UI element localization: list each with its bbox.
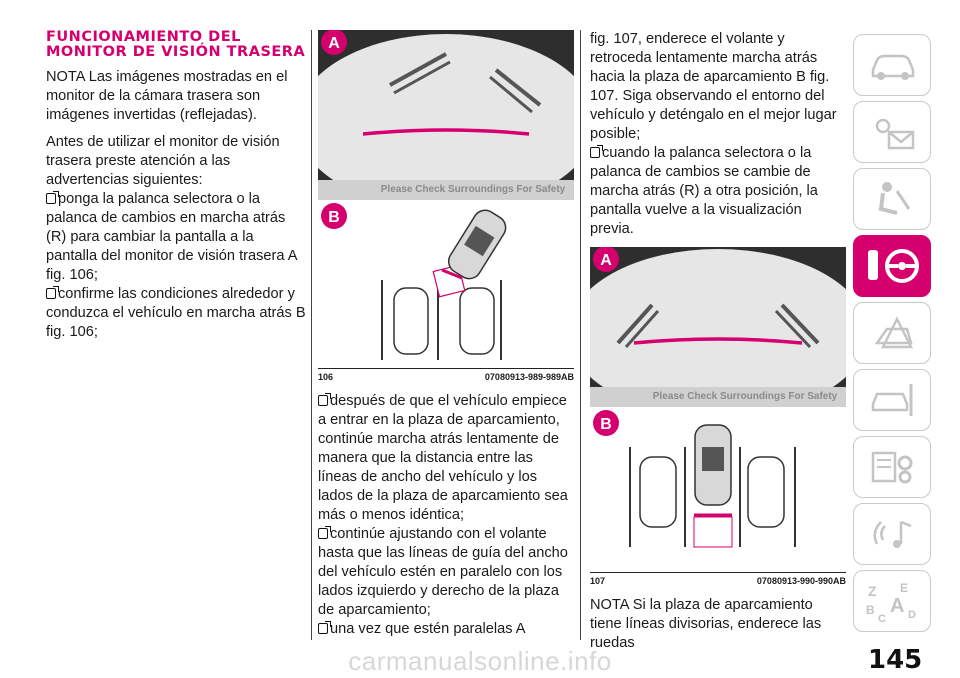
settings-list-icon[interactable]	[853, 436, 931, 498]
watermark: carmanualsonline.info	[348, 646, 612, 676]
figure-107	[590, 247, 846, 586]
bullet-icon	[318, 395, 328, 406]
bullet-text: cuando la palanca selectora o la palanca de cambios se cambie de marcha atrás (R) a otra posición, la pantalla vuelve a la visualización previa.	[590, 145, 818, 237]
svg-text:Z: Z	[868, 583, 877, 599]
bullet-item	[590, 144, 846, 239]
rear-camera-illustration	[590, 247, 846, 567]
bullet-item	[46, 190, 306, 285]
bullet-icon	[46, 288, 56, 299]
column-2	[318, 30, 574, 647]
marker-a: A	[600, 252, 612, 269]
bullet-icon	[590, 147, 600, 158]
screen-warning-text: Please Check Surroundings For Safety	[380, 184, 566, 195]
warning-lights-icon[interactable]	[853, 101, 931, 163]
seat-airbag-icon[interactable]	[853, 168, 931, 230]
bullet-icon	[46, 193, 56, 204]
key-steering-wheel-icon[interactable]	[853, 235, 931, 297]
bullet-text: ponga la palanca selectora o la palanca de cambios en marcha atrás (R) para cambiar la pantalla a la pantalla del monitor de visión trasera A fig. 106;	[46, 191, 297, 283]
car-service-icon[interactable]	[853, 369, 931, 431]
figure-106	[318, 30, 574, 382]
marker-b: B	[600, 416, 612, 433]
figure-code: 07080913-989-989AB	[484, 372, 574, 382]
marker-b: B	[328, 209, 340, 226]
bullet-text: después de que el vehículo empiece a entrar en la plaza de aparcamiento, continúe marcha atrás lentamente de manera que la distancia entre las líneas de ancho del vehículo y los lados de la plaza de aparcamiento sea más o menos idéntica;	[318, 393, 568, 523]
svg-text:C: C	[878, 613, 886, 624]
screen-warning-text: Please Check Surroundings For Safety	[652, 391, 838, 402]
multimedia-music-icon[interactable]	[853, 503, 931, 565]
section-heading: FUNCIONAMIENTO DEL MONITOR DE VISIÓN TRASERA	[46, 29, 306, 60]
bullet-text: continúe ajustando con el volante hasta que las líneas de guía del ancho del vehículo estén en paralelo con los lados izquierdo y derecho de la plaza de aparcamiento;	[318, 526, 568, 618]
bullet-item	[318, 620, 574, 639]
bullet-icon	[318, 528, 328, 539]
figure-number: 107	[590, 576, 606, 586]
bullet-text: una vez que estén paralelas A	[330, 621, 526, 637]
figure-caption	[318, 368, 574, 382]
car-icon[interactable]	[853, 34, 931, 96]
marker-a: A	[328, 35, 340, 52]
column-divider	[580, 30, 581, 640]
svg-text:D: D	[908, 609, 916, 621]
svg-text:B: B	[866, 603, 875, 617]
page-number: 145	[868, 645, 923, 675]
column-divider	[311, 30, 312, 640]
bullet-text: confirme las condiciones alrededor y conduzca el vehículo en marcha atrás B fig. 106;	[46, 286, 306, 340]
figure-number: 106	[318, 372, 334, 382]
figure-caption	[590, 572, 846, 586]
column-3	[590, 30, 846, 661]
rear-camera-illustration	[318, 30, 574, 363]
alphabetical-index-icon[interactable]	[853, 570, 931, 632]
bullet-item	[46, 285, 306, 342]
bullet-item	[318, 525, 574, 620]
bullet-item	[318, 392, 574, 525]
note-paragraph: NOTA Si la plaza de aparcamiento tiene líneas divisorias, enderece las ruedas	[590, 597, 822, 651]
svg-text:A: A	[890, 595, 905, 617]
note-paragraph: NOTA Las imágenes mostradas en el monitor de la cámara trasera son imágenes invertidas (reflejadas).	[46, 69, 288, 123]
breakdown-triangle-icon[interactable]	[853, 302, 931, 364]
column-1	[46, 30, 306, 350]
bullet-icon	[318, 623, 328, 634]
svg-text:E: E	[900, 581, 909, 595]
intro-paragraph: Antes de utilizar el monitor de visión trasera preste atención a las advertencias siguientes:	[46, 134, 280, 188]
figure-code: 07080913-990-990AB	[756, 576, 846, 586]
continued-paragraph: fig. 107, enderece el volante y retroceda lentamente marcha atrás hacia la plaza de aparcamiento B fig. 107. Siga observando el entorno del vehículo y deténgalo en el mejor lugar posible;	[590, 31, 837, 142]
